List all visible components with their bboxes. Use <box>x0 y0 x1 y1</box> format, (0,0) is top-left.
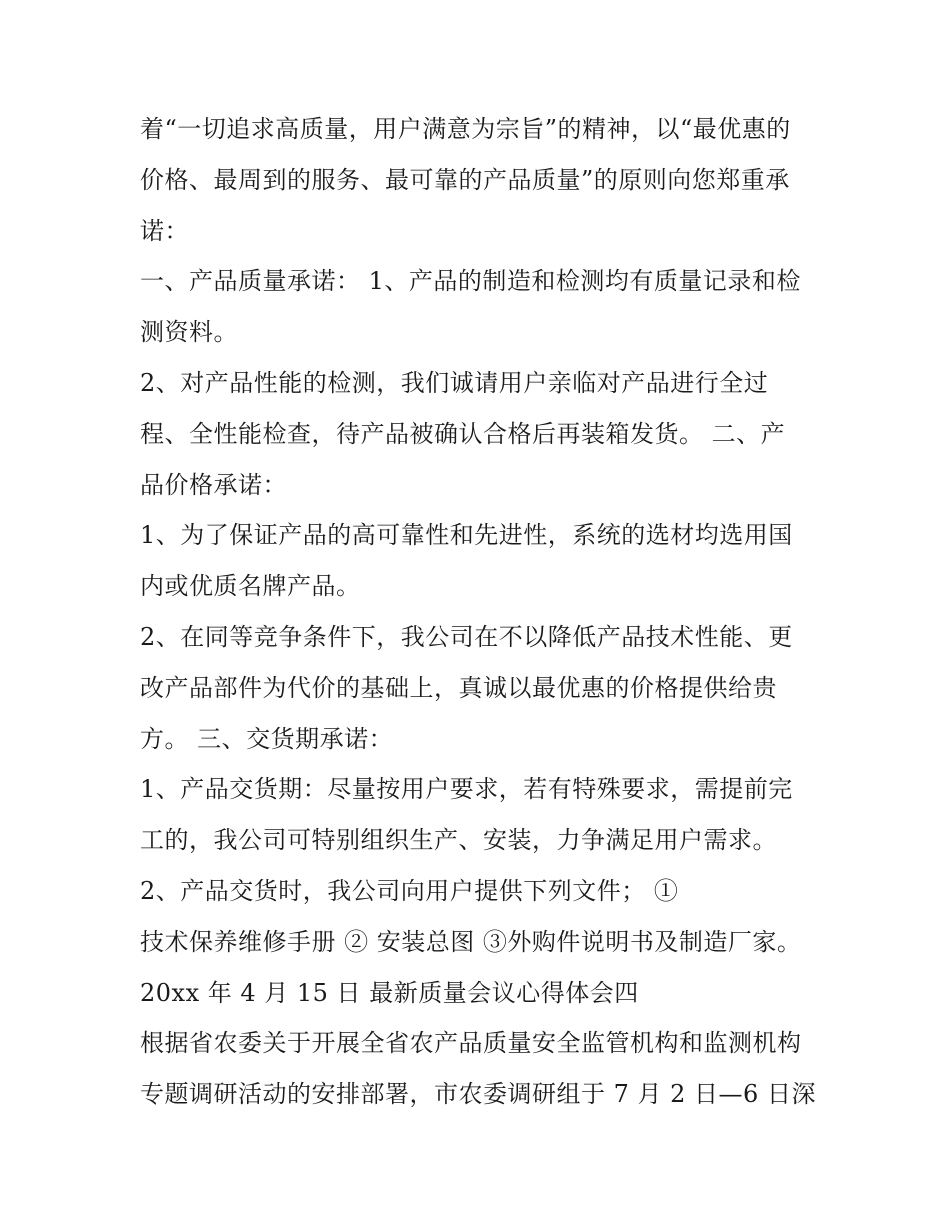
text-line: 改产品部件为代价的基础上，真诚以最优惠的价格提供给贵 <box>140 673 777 702</box>
text-line: 2、对产品性能的检测，我们诚请用户亲临对产品进行全过 <box>140 368 769 397</box>
text-line: 1、为了保证产品的高可靠性和先进性，系统的选材均选用国 <box>140 521 793 550</box>
text-line: 2、产品交货时，我公司向用户提供下列文件； ① <box>140 876 679 905</box>
text-line: 专题调研活动的安排部署，市农委调研组于 7 月 2 日—6 日深 <box>140 1080 816 1109</box>
text-line: 内或优质名牌产品。 <box>140 572 361 601</box>
text-line: 技术保养维修手册 ② 安装总图 ③外购件说明书及制造厂家。 <box>140 927 802 956</box>
text-line: 诺： <box>140 216 189 245</box>
text-line: 1、产品交货期：尽量按用户要求，若有特殊要求，需提前完 <box>140 775 793 804</box>
text-line: 20xx 年 4 月 15 日 最新质量会议心得体会四 <box>140 978 639 1007</box>
text-line: 程、全性能检查，待产品被确认合格后再装箱发货。 二、产 <box>140 419 786 448</box>
text-line: 品价格承诺： <box>140 470 287 499</box>
text-line: 价格、最周到的服务、最可靠的产品质量”的原则向您郑重承 <box>140 165 790 194</box>
body-text <box>140 104 820 1120</box>
text-line: 测资料。 <box>140 318 238 347</box>
text-line: 根据省农委关于开展全省农产品质量安全监管机构和监测机构 <box>140 1029 802 1058</box>
text-line: 着“一切追求高质量，用户满意为宗旨”的精神，以“最优惠的 <box>140 115 791 143</box>
text-line: 工的，我公司可特别组织生产、安装，力争满足用户需求。 <box>140 826 777 855</box>
text-line: 2、在同等竞争条件下，我公司在不以降低产品技术性能、更 <box>140 622 793 651</box>
text-line: 一、产品质量承诺： 1、产品的制造和检测均有质量记录和检 <box>140 267 801 296</box>
text-line: 方。 三、交货期承诺： <box>140 724 394 753</box>
